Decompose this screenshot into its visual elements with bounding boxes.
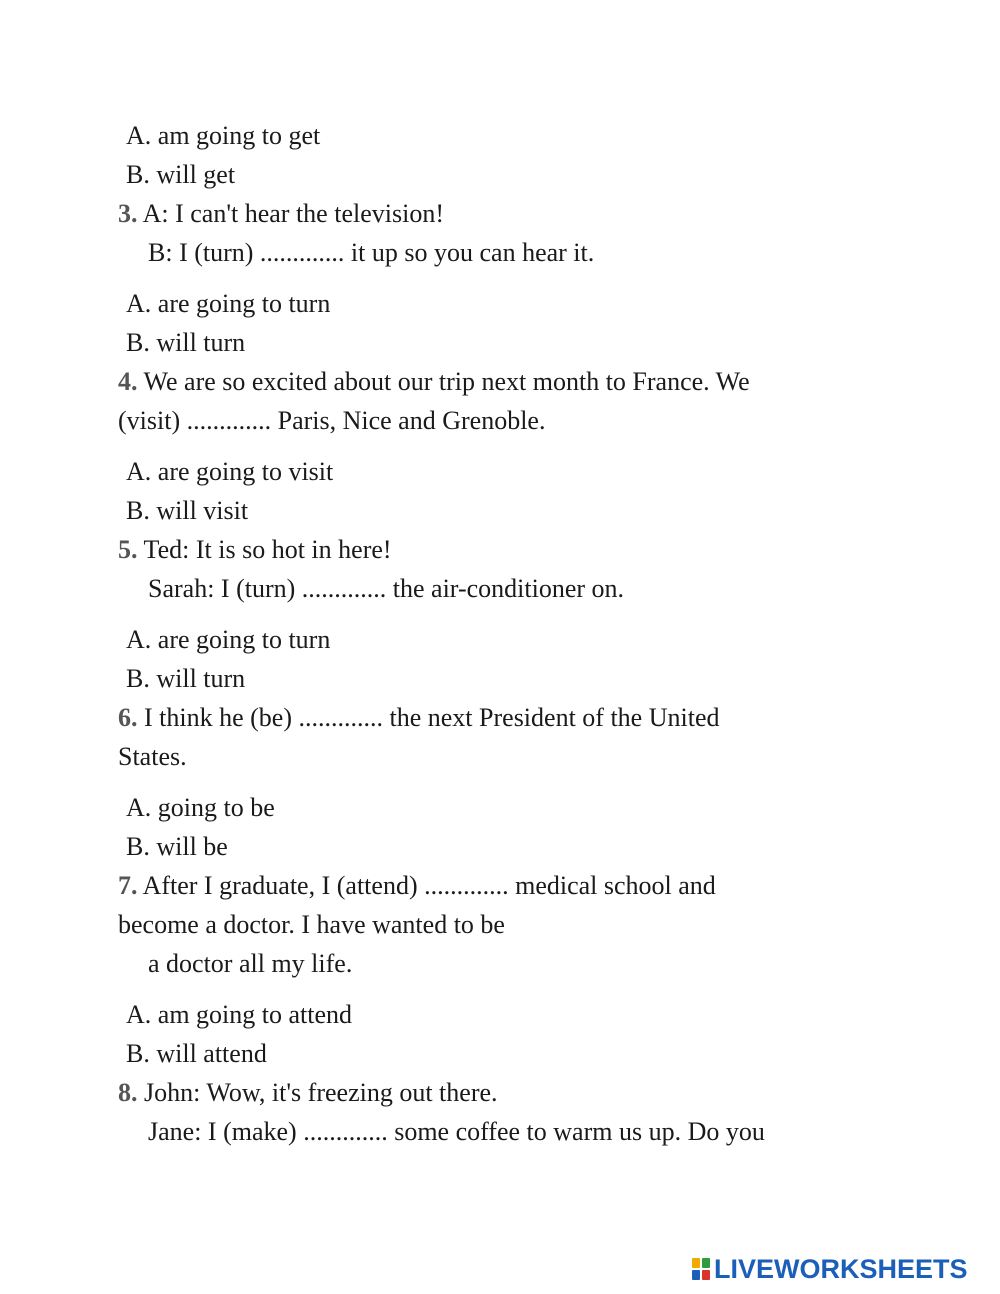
- liveworksheets-logo: [692, 1253, 968, 1284]
- option-b: B. will visit: [126, 496, 249, 525]
- option-a: A. am going to get: [126, 121, 321, 150]
- question-6: [118, 703, 719, 733]
- question-5-line-2: Sarah: I (turn) ............. the air-conditioner on.: [148, 574, 625, 603]
- question-3: [118, 199, 444, 229]
- question-number: 3.: [118, 199, 138, 228]
- question-number: 8.: [118, 1078, 138, 1107]
- question-text: A: I can't hear the television!: [142, 199, 444, 228]
- question-number: 6.: [118, 703, 138, 732]
- question-text: Ted: It is so hot in here!: [143, 535, 392, 564]
- question-4-line-2: (visit) ............. Paris, Nice and Grenoble.: [118, 406, 546, 435]
- question-8: [118, 1078, 498, 1108]
- question-7-line-2: become a doctor. I have wanted to be: [118, 910, 505, 939]
- option-a: A. are going to turn: [126, 625, 331, 654]
- question-text: I think he (be) ............. the next President of the United: [144, 703, 720, 732]
- option-a: A. are going to visit: [126, 457, 334, 486]
- option-b: B. will be: [126, 832, 228, 861]
- question-7-line-3: a doctor all my life.: [148, 949, 353, 978]
- option-a: A. am going to attend: [126, 1000, 353, 1029]
- question-number: 7.: [118, 871, 138, 900]
- logo-wordmark: LIVEWORKSHEETS: [714, 1253, 968, 1284]
- option-b: B. will turn: [126, 664, 246, 693]
- option-b: B. will get: [126, 160, 236, 189]
- question-8-line-2: Jane: I (make) ............. some coffee to warm us up. Do you: [148, 1117, 765, 1146]
- question-number: 5.: [118, 535, 138, 564]
- question-text: John: Wow, it's freezing out there.: [144, 1078, 498, 1107]
- option-b: B. will turn: [126, 328, 246, 357]
- question-6-line-2: States.: [118, 742, 187, 771]
- option-a: A. are going to turn: [126, 289, 331, 318]
- question-text: After I graduate, I (attend) ............. medical school and: [142, 871, 716, 900]
- question-3-line-2: B: I (turn) ............. it up so you can hear it.: [148, 238, 595, 267]
- question-text: We are so excited about our trip next month to France. We: [143, 367, 750, 396]
- question-number: 4.: [118, 367, 138, 396]
- option-b: B. will attend: [126, 1039, 267, 1068]
- option-a: A. going to be: [126, 793, 275, 822]
- question-4: [118, 367, 750, 397]
- liveworksheets-logo-icon: [692, 1258, 710, 1280]
- question-5: [118, 535, 392, 565]
- question-7: [118, 871, 716, 901]
